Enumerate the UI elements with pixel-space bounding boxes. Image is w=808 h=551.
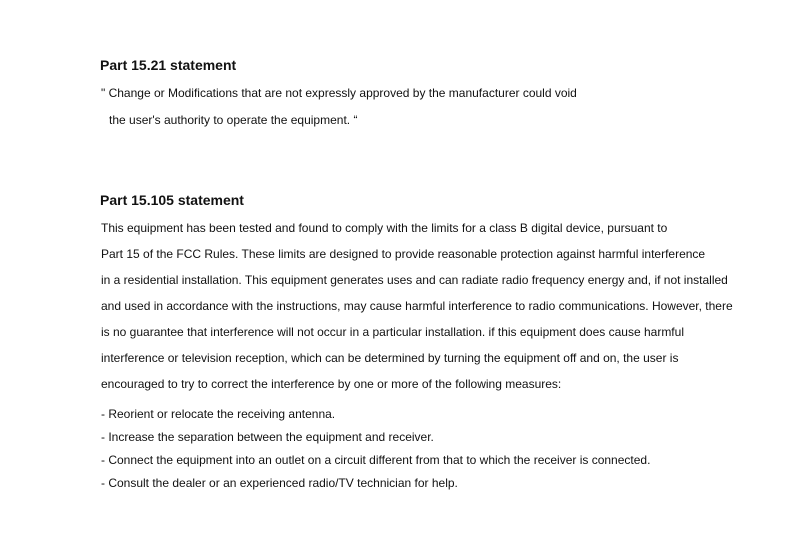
measure-item: - Increase the separation between the equipment and receiver. <box>101 430 434 444</box>
statement-line: is no guarantee that interference will not occur in a particular installation. if this equipment does cause harmful <box>101 325 684 339</box>
statement-line: " Change or Modifications that are not expressly approved by the manufacturer could void <box>101 86 577 100</box>
measure-item: - Reorient or relocate the receiving antenna. <box>101 407 336 421</box>
statement-line: Part 15 of the FCC Rules. These limits are designed to provide reasonable protection against harmful interference <box>101 247 706 261</box>
statement-line: the user's authority to operate the equipment. “ <box>109 113 358 127</box>
statement-line: and used in accordance with the instructions, may cause harmful interference to radio communications. However, there <box>101 299 733 313</box>
section-heading-part-15-21: Part 15.21 statement <box>100 57 237 73</box>
section-heading-part-15-105: Part 15.105 statement <box>100 192 244 208</box>
measure-item: - Connect the equipment into an outlet on a circuit different from that to which the receiver is connected. <box>101 453 651 467</box>
statement-line: This equipment has been tested and found to comply with the limits for a class B digital device, pursuant to <box>101 221 668 235</box>
statement-line: encouraged to try to correct the interference by one or more of the following measures: <box>101 377 562 391</box>
measure-item: - Consult the dealer or an experienced radio/TV technician for help. <box>101 476 458 490</box>
statement-line: in a residential installation. This equipment generates uses and can radiate radio frequency energy and, if not installed <box>101 273 728 287</box>
statement-line: interference or television reception, which can be determined by turning the equipment off and on, the user is <box>101 351 679 365</box>
